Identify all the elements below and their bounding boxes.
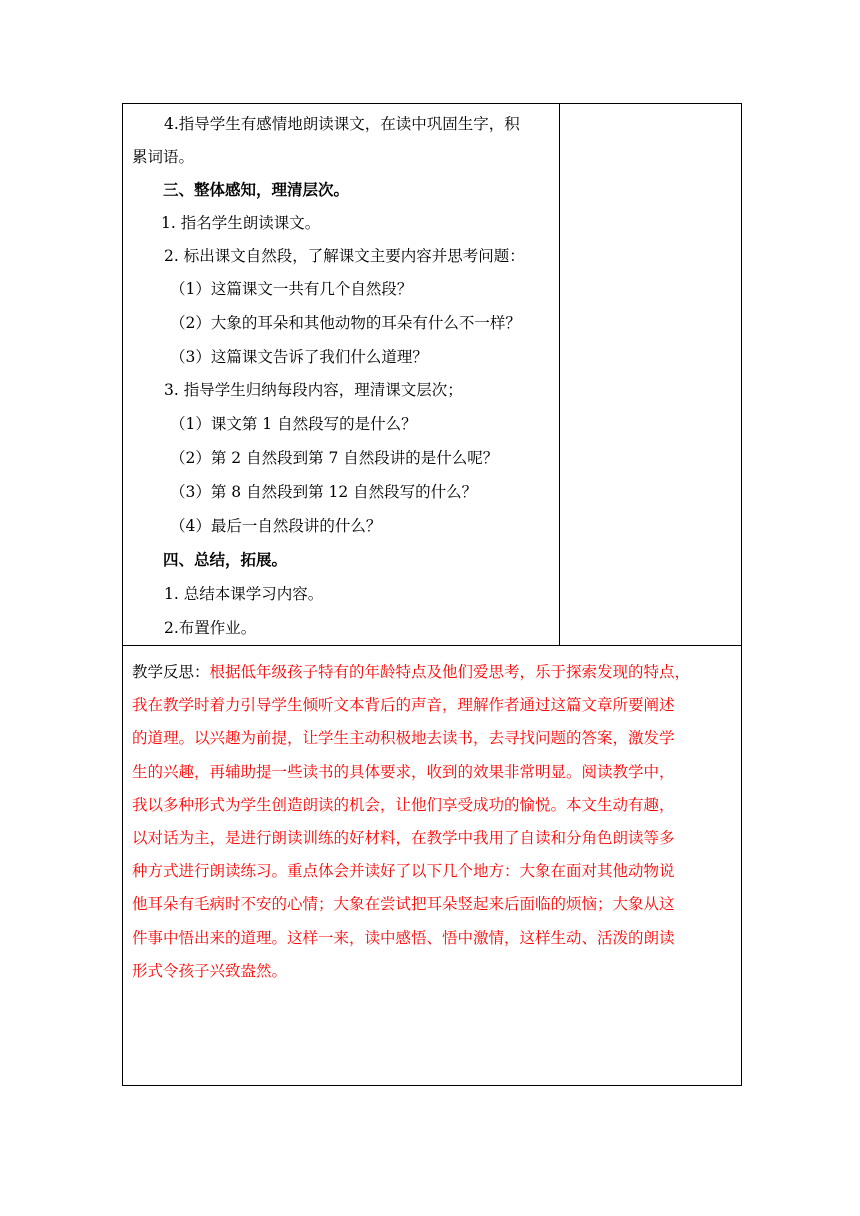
section-3-heading: 三、整体感知，理清层次。 <box>163 180 350 199</box>
section-3-item-2: 2. 标出课文自然段，了解课文主要内容并思考问题： <box>164 247 525 265</box>
reflection-line-4: 生的兴趣，再辅助提一些读书的具体要求，收到的效果非常明显。阅读教学中， <box>132 762 675 781</box>
reflection-line-9: 件事中悟出来的道理。这样一来，读中感悟、悟中激情，这样生动、活泼的朗读 <box>132 928 675 947</box>
section-3-question-6: （3）第 8 自然段到第 12 自然段写的什么？ <box>170 483 478 501</box>
section-3-question-1: （1）这篇课文一共有几个自然段？ <box>170 280 413 298</box>
reflection-line-6: 以对话为主，是进行朗读训练的好材料，在教学中我用了自读和分角色朗读等多 <box>132 828 675 847</box>
notes-cell <box>560 104 741 645</box>
reflection-line-2: 我在教学时着力引导学生倾听文本背后的声音，理解作者通过这篇文章所要阐述 <box>132 696 675 715</box>
teaching-process-row <box>123 104 741 646</box>
section-3-question-5: （2）第 2 自然段到第 7 自然段讲的是什么呢？ <box>170 449 499 467</box>
reflection-line-10: 形式令孩子兴致盎然。 <box>132 961 288 980</box>
step-4-continuation: 累词语。 <box>132 148 195 166</box>
section-3-question-4: （1）课文第 1 自然段写的是什么？ <box>170 415 417 433</box>
teaching-reflection <box>132 656 735 988</box>
teaching-steps-cell <box>123 104 560 645</box>
section-4-item-2: 2.布置作业。 <box>164 619 257 637</box>
reflection-line-8: 他耳朵有毛病时不安的心情；大象在尝试把耳朵竖起来后面临的烦恼；大象从这 <box>132 895 675 914</box>
reflection-line-7: 种方式进行朗读练习。重点体会并读好了以下几个地方：大象在面对其他动物说 <box>132 862 675 881</box>
lesson-plan-table <box>122 103 742 1086</box>
section-4-heading: 四、总结，拓展。 <box>163 550 288 569</box>
section-3-item-1: 1. 指名学生朗读课文。 <box>161 214 321 232</box>
reflection-label: 教学反思： <box>132 663 210 681</box>
reflection-line-5: 我以多种形式为学生创造朗读的机会，让他们享受成功的愉悦。本文生动有趣， <box>132 795 675 814</box>
section-3-question-3: （3）这篇课文告诉了我们什么道理？ <box>170 348 428 366</box>
reflection-line-1: 根据低年级孩子特有的年龄特点及他们爱思考，乐于探索发现的特点， <box>209 663 691 681</box>
section-3-item-3: 3. 指导学生归纳每段内容，理清课文层次； <box>164 381 463 399</box>
section-3-question-2: （2）大象的耳朵和其他动物的耳朵有什么不一样？ <box>170 314 521 332</box>
section-4-item-1: 1. 总结本课学习内容。 <box>164 585 324 603</box>
section-3-question-7: （4）最后一自然段讲的什么？ <box>170 517 382 535</box>
step-4-line: 4.指导学生有感情地朗读课文，在读中巩固生字，积 <box>164 115 520 133</box>
reflection-line-3: 的道理。以兴趣为前提，让学生主动积极地去读书，去寻找问题的答案，激发学 <box>132 729 675 748</box>
